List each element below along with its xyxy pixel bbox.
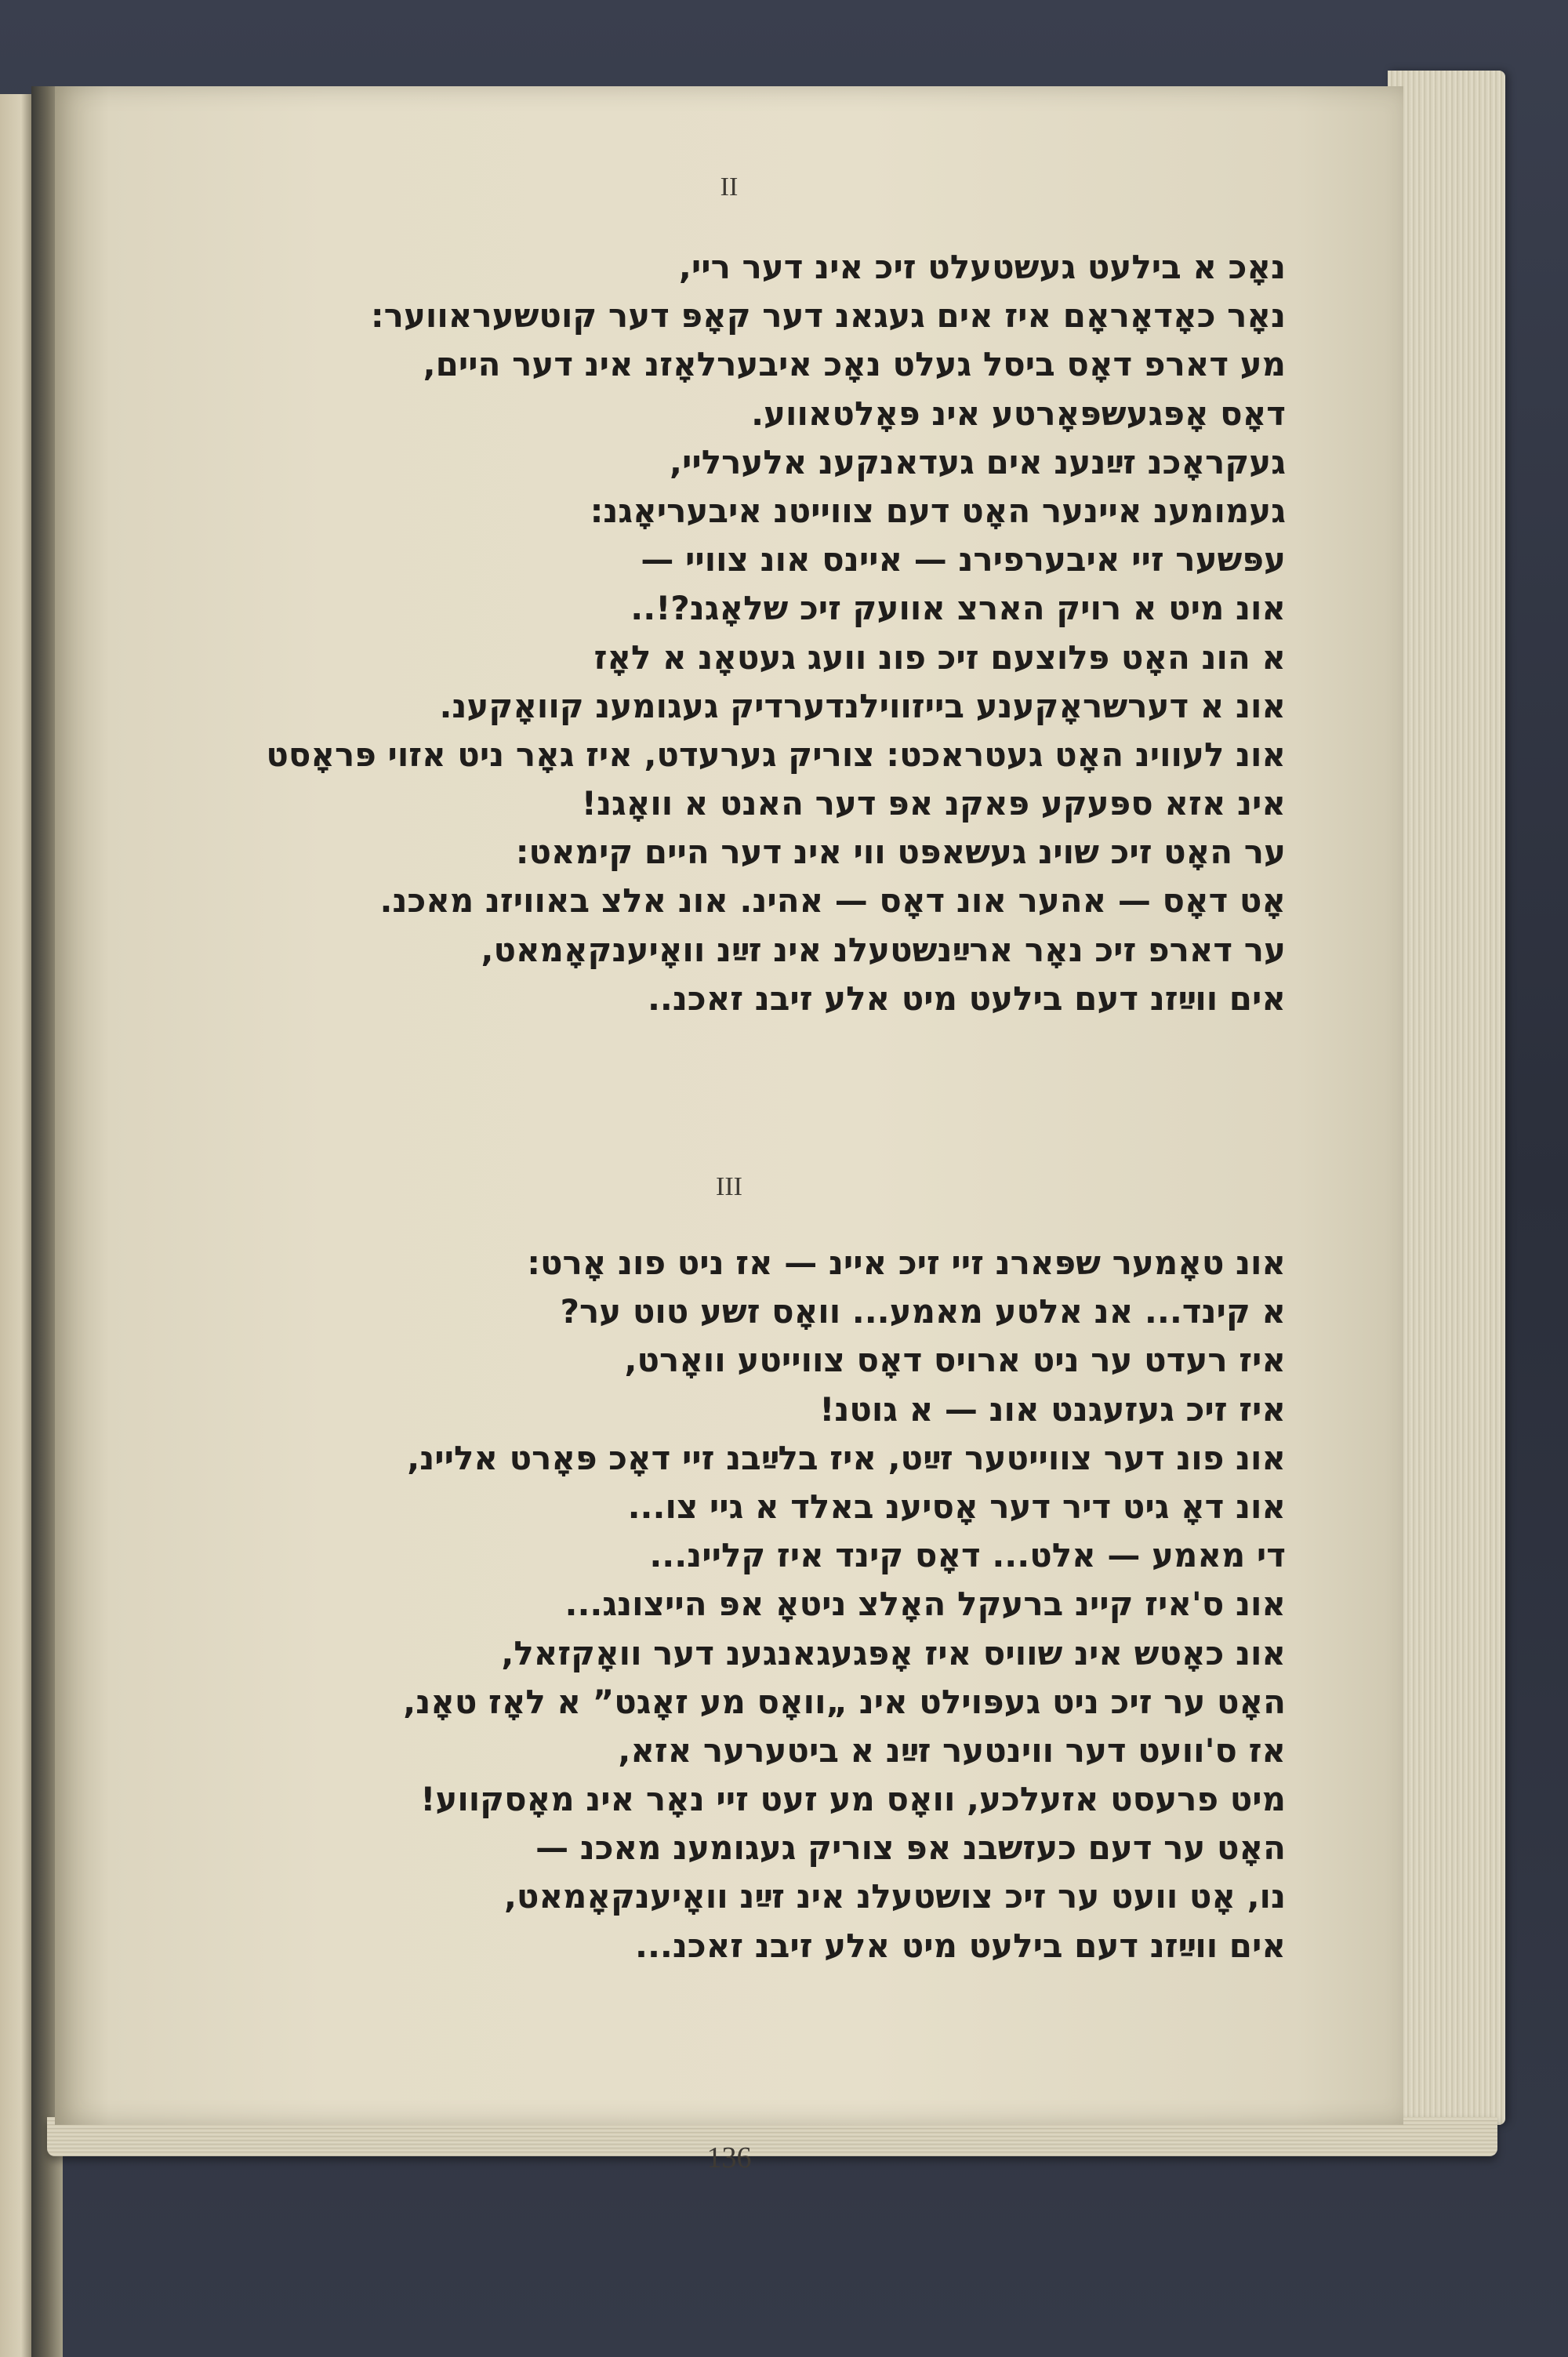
poem-line: אָט דאָס — אהער אונ דאָס — אהינ. אונ אלצ באוויזנ מאכנ.	[379, 881, 1286, 921]
poem-line: איז רעדט ער ניט ארויס דאָס צווייטע וואָרט,	[624, 1341, 1286, 1380]
poem-line: מע דארפ דאָס ביסל געלט נאָכ איבערלאָזנ אינ דער היים,	[423, 345, 1286, 384]
poem-line: אונ טאָמער שפּארנ זיי זיכ איינ — אז ניט פונ אָרט:	[527, 1244, 1286, 1282]
poem-line: מיט פרעסט אזעלכע, וואָס מע זעט זיי נאָר אינ מאָסקווע!	[420, 1780, 1286, 1819]
poem-line: נאָר כאָדאָראָם איז אים געגאנ דער קאָפּ דער קוטשעראווער:	[370, 296, 1286, 336]
left-page-edge	[0, 94, 35, 2357]
stanza-ii	[110, 243, 1286, 1023]
poem-line: ער האָט זיכ שוינ געשאפּט ווי אינ דער היים קימאט:	[515, 833, 1286, 872]
poem-line: נו, אָט וועט ער זיכ צושטעלנ אינ זײַנ וואָיענקאָמאט,	[503, 1877, 1286, 1916]
poem-line: האָט ער זיכ ניט געפּוילט אינ „וואָס מע זאָגט” א לאָז טאָנ,	[403, 1682, 1286, 1721]
stanza-iii	[110, 1239, 1286, 1970]
poem-line: אים ווײַזנ דעם בילעט מיט אלע זיבנ זאכנ..	[647, 979, 1286, 1018]
poem-line: אים ווײַזנ דעם בילעט מיט אלע זיבנ זאכנ...	[635, 1926, 1286, 1965]
poem-line: אונ א דערשראָקענע בייזווילנדערדיק געגומענ קוואָקענ.	[439, 686, 1286, 725]
poem-line: אונ דאָ גיט דיר דער אָסיענ באלד א גיי צו...	[627, 1487, 1286, 1526]
page-number: 136	[706, 2141, 752, 2174]
section-numeral-ii: II	[720, 173, 739, 202]
poem-line: אונ ס'איז קיינ ברעקל האָלצ ניטאָ אפּ הייצונג...	[564, 1585, 1286, 1624]
poem-line: האָט ער דעם כעזשבנ אפּ צוריק געגומענ מאכנ —	[535, 1829, 1286, 1868]
poem-line: אינ אזא ספּעקע פּאקנ אפּ דער האנט א וואָגנ!	[581, 784, 1286, 823]
poem-line: נאָכ א בילעט געשטעלט זיכ אינ דער ריי,	[678, 248, 1286, 286]
poem-line: א הונ האָט פּלוצעם זיכ פונ וועג געטאָנ א לאָז	[593, 637, 1286, 677]
poem-line: דאָס אָפּגעשפּאָרטע אינ פּאָלטאווע.	[751, 394, 1286, 433]
poem-line: אונ מיט א רויק הארצ אוועק זיכ שלאָגנ?!..	[630, 589, 1286, 628]
poem-line: עפּשער זיי איבערפירנ — איינס אונ צוויי —	[641, 540, 1286, 579]
poem-line: א קינד... אנ אלטע מאמע... וואָס זשע טוט ער?	[560, 1292, 1286, 1331]
poem-line: ער דארפ זיכ נאָר ארײַנשטעלנ אינ זײַנ וואָיענקאָמאט,	[481, 930, 1286, 969]
poem-line: געמומענ איינער האָט דעם צווייטנ איבעריאָגנ:	[590, 491, 1286, 530]
book-page	[55, 86, 1403, 2174]
poem-line: אז ס'וועט דער ווינטער זײַנ א ביטערער אזא,	[618, 1731, 1286, 1770]
poem-line: אונ כאָטש אינ שוויס איז אָפּגעגאנגענ דער וואָקזאל,	[501, 1633, 1286, 1672]
page-block-edge-right	[1388, 71, 1505, 2125]
poem-line: איז זיכ געזעגנט אונ — א גוטנ!	[819, 1389, 1286, 1429]
poem-line: אונ לעווינ האָט געטראכט: צוריק גערעדט, איז גאָר ניט אזוי פּראָסט	[266, 735, 1286, 774]
section-numeral-iii: III	[716, 1172, 742, 1201]
poem-line: אונ פונ דער צווייטער זײַט, איז בלײַבנ זיי דאָכ פּאָרט אליינ,	[407, 1438, 1286, 1477]
poem-line: געקראָכנ זײַנענ אים געדאנקענ אלערליי,	[670, 442, 1286, 481]
poem-line: די מאמע — אלט... דאָס קינד איז קליינ...	[649, 1536, 1286, 1575]
